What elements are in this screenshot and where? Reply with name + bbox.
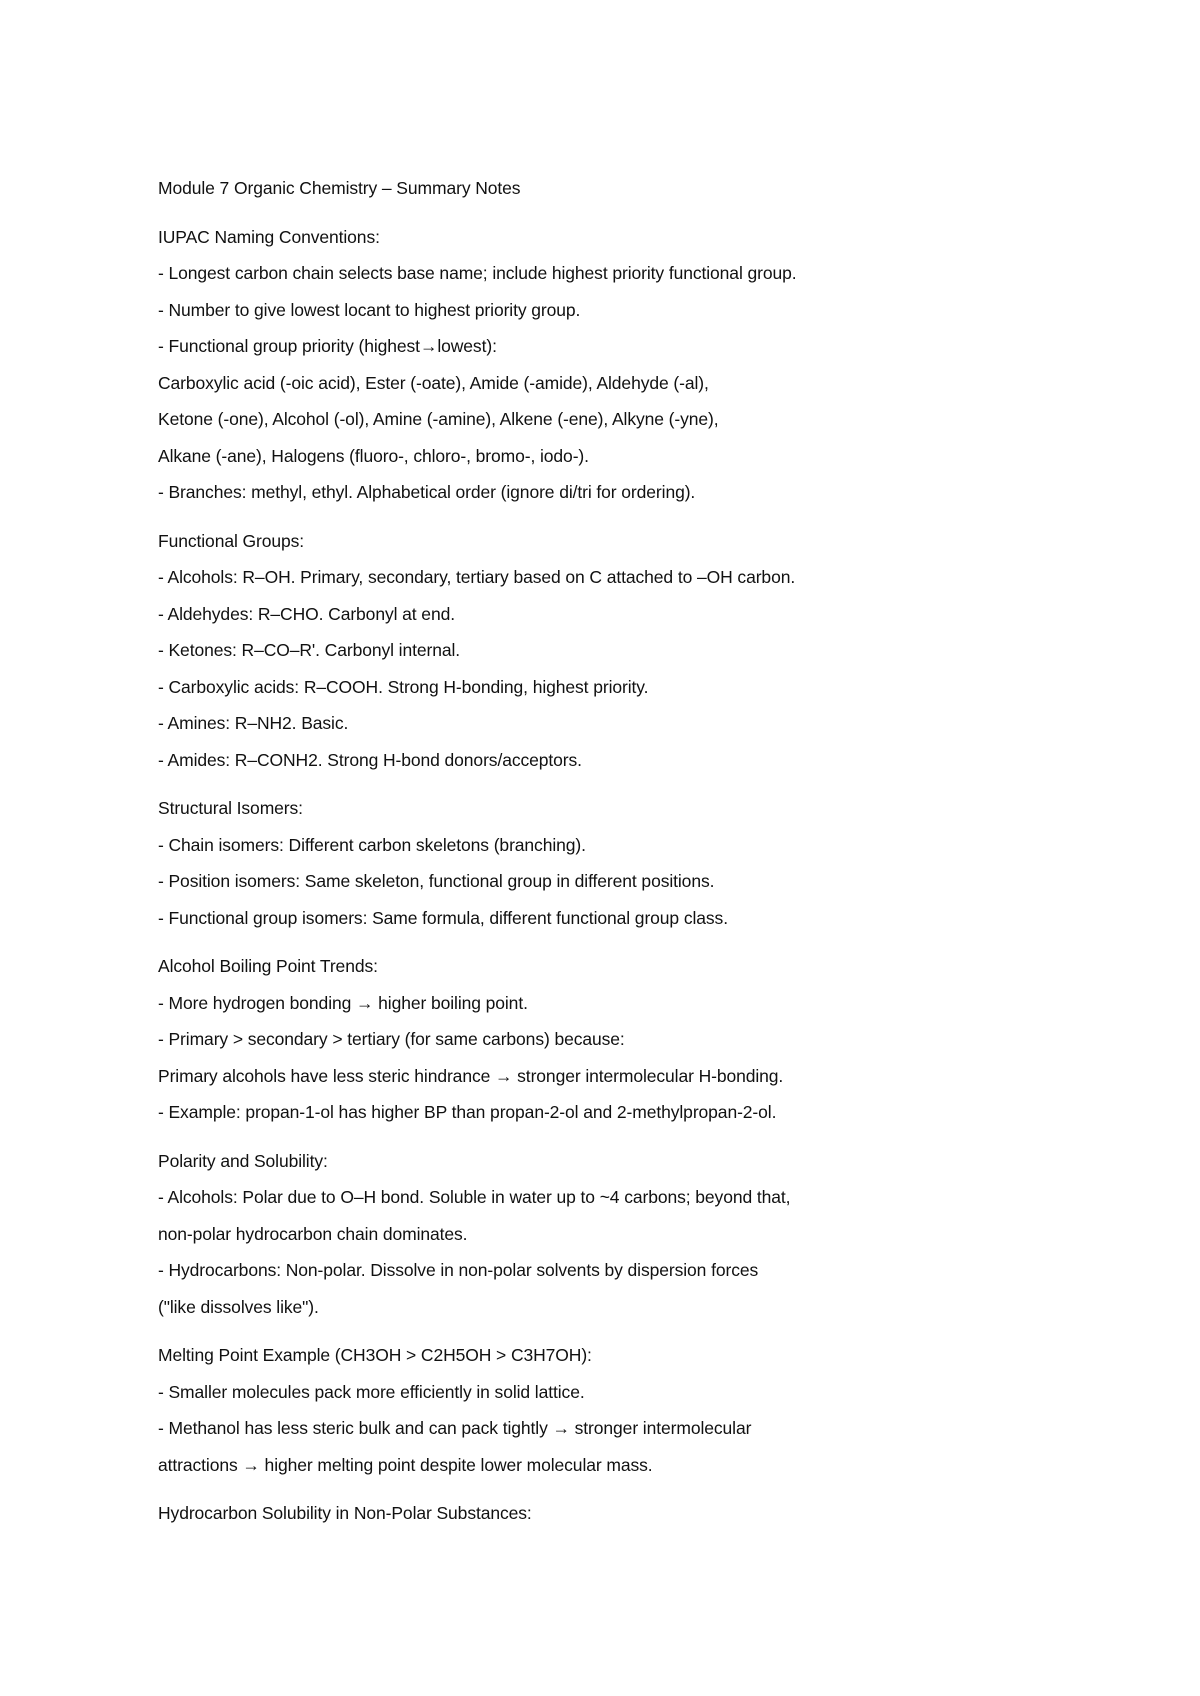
section-functional-groups <box>158 523 1058 779</box>
note-line: Alkane (-ane), Halogens (fluoro-, chloro-, bromo-, iodo-). <box>158 445 589 466</box>
note-line: - Branches: methyl, ethyl. Alphabetical order (ignore di/tri for ordering). <box>158 482 696 502</box>
section-hydrocarbon-solubility <box>158 1495 1058 1532</box>
note-line: - Example: propan-1-ol has higher BP than propan-2-ol and 2-methylpropan-2-ol. <box>158 1102 777 1122</box>
section-iupac-naming <box>158 219 1058 511</box>
section-melting-point-example <box>158 1337 1058 1483</box>
section-heading: Hydrocarbon Solubility in Non-Polar Substances: <box>158 1503 532 1523</box>
section-heading: Functional Groups: <box>158 530 305 551</box>
section-heading: Melting Point Example (CH3OH > C2H5OH > C3H7OH): <box>158 1345 592 1365</box>
note-line: - Smaller molecules pack more efficiently in solid lattice. <box>158 1381 585 1402</box>
section-structural-isomers <box>158 790 1058 936</box>
note-line: - Hydrocarbons: Non-polar. Dissolve in non-polar solvents by dispersion forces <box>158 1260 759 1280</box>
note-line: Primary alcohols have less steric hindrance → stronger intermolecular H-bonding. <box>158 1065 784 1086</box>
note-line: ("like dissolves like"). <box>158 1296 319 1317</box>
note-line: - Primary > secondary > tertiary (for same carbons) because: <box>158 1029 625 1049</box>
note-line: - Functional group priority (highest→lowest): <box>158 336 497 356</box>
page-title: Module 7 Organic Chemistry – Summary Notes <box>158 178 521 198</box>
note-line: - Alcohols: R–OH. Primary, secondary, tertiary based on C attached to –OH carbon. <box>158 567 796 587</box>
note-line: - Functional group isomers: Same formula, different functional group class. <box>158 907 728 928</box>
note-line: - Amines: R–NH2. Basic. <box>158 713 349 733</box>
note-line: - More hydrogen bonding → higher boiling point. <box>158 992 528 1013</box>
section-heading: Alcohol Boiling Point Trends: <box>158 956 378 976</box>
note-line: - Ketones: R–CO–R'. Carbonyl internal. <box>158 640 461 660</box>
note-line: non-polar hydrocarbon chain dominates. <box>158 1223 468 1244</box>
note-line: - Position isomers: Same skeleton, functional group in different positions. <box>158 871 715 891</box>
section-heading: IUPAC Naming Conventions: <box>158 226 380 247</box>
section-polarity-solubility <box>158 1143 1058 1326</box>
note-line: - Longest carbon chain selects base name; include highest priority functional group. <box>158 263 797 283</box>
note-line: - Amides: R–CONH2. Strong H-bond donors/acceptors. <box>158 749 582 770</box>
note-line: Carboxylic acid (-oic acid), Ester (-oate), Amide (-amide), Aldehyde (-al), <box>158 372 709 393</box>
note-line: Ketone (-one), Alcohol (-ol), Amine (-amine), Alkene (-ene), Alkyne (-yne), <box>158 409 719 429</box>
note-line: attractions → higher melting point despite lower molecular mass. <box>158 1454 653 1475</box>
note-line: - Chain isomers: Different carbon skeletons (branching). <box>158 834 586 855</box>
section-heading: Structural Isomers: <box>158 798 303 818</box>
note-line: - Aldehydes: R–CHO. Carbonyl at end. <box>158 603 455 624</box>
note-line: - Methanol has less steric bulk and can pack tightly → stronger intermolecular <box>158 1418 752 1438</box>
section-alcohol-boiling-point <box>158 948 1058 1131</box>
note-line: - Carboxylic acids: R–COOH. Strong H-bonding, highest priority. <box>158 676 649 697</box>
section-heading: Polarity and Solubility: <box>158 1150 328 1171</box>
note-line: - Alcohols: Polar due to O–H bond. Soluble in water up to ~4 carbons; beyond that, <box>158 1187 791 1207</box>
document-body <box>158 170 1058 1532</box>
note-line: - Number to give lowest locant to highest priority group. <box>158 299 581 320</box>
